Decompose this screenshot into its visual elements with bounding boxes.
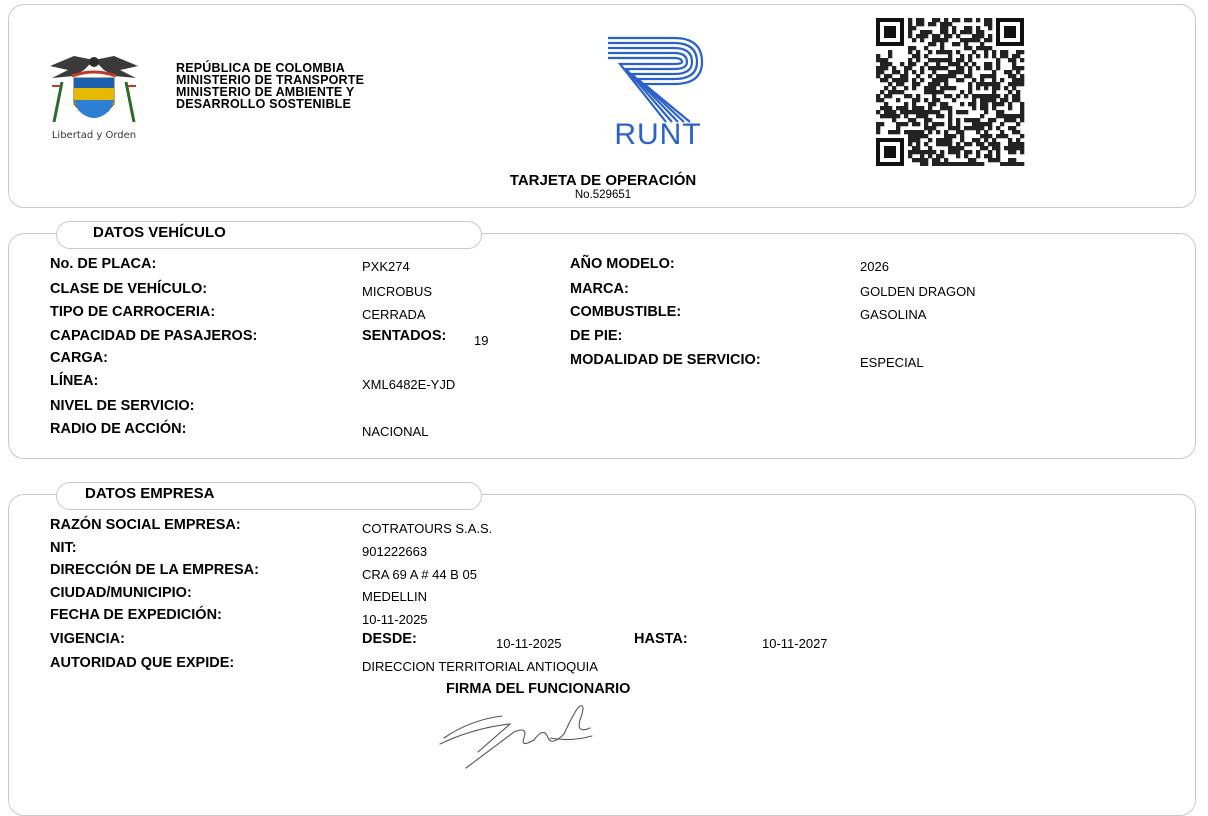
signature-icon — [430, 698, 610, 778]
marca-value: GOLDEN DRAGON — [860, 284, 976, 299]
ciudad-value: MEDELLIN — [362, 589, 428, 604]
carga-label: CARGA: — [50, 350, 108, 366]
clase-value: MICROBUS — [362, 284, 433, 299]
runt-r-icon — [592, 30, 722, 125]
combustible-label: COMBUSTIBLE: — [570, 304, 682, 320]
radio-value: NACIONAL — [362, 424, 429, 439]
ciudad-label: CIUDAD/MUNICIPIO: — [50, 585, 192, 601]
company-section-tab — [56, 482, 482, 510]
linea-value: XML6482E-YJD — [362, 377, 456, 392]
razon-value: COTRATOURS S.A.S. — [362, 521, 493, 536]
capacidad-label: CAPACIDAD DE PASAJEROS: — [50, 328, 258, 344]
qr-code — [876, 18, 1026, 166]
hasta-label: HASTA: — [634, 631, 688, 647]
modelo-label: AÑO MODELO: — [570, 256, 675, 272]
desde-value: 10-11-2025 — [496, 636, 562, 651]
sentados-value: 19 — [474, 333, 489, 348]
vigencia-label: VIGENCIA: — [50, 631, 125, 647]
razon-label: RAZÓN SOCIAL EMPRESA: — [50, 517, 241, 533]
desde-label: DESDE: — [362, 631, 417, 647]
seal-motto: Libertad y Orden — [51, 130, 137, 141]
company-section-title: DATOS EMPRESA — [85, 485, 215, 502]
modelo-value: 2026 — [860, 259, 889, 274]
clase-label: CLASE DE VEHÍCULO: — [50, 281, 208, 297]
republic-name: REPÚBLICA DE COLOMBIA — [176, 61, 346, 75]
firma-label: FIRMA DEL FUNCIONARIO — [446, 681, 631, 697]
runt-logo-text: RUNT — [614, 118, 702, 151]
ministry-transport: MINISTERIO DE TRANSPORTE — [176, 73, 365, 87]
pie-label: DE PIE: — [570, 328, 623, 344]
placa-value: PXK274 — [362, 259, 410, 274]
nivel-label: NIVEL DE SERVICIO: — [50, 398, 195, 414]
nit-value: 901222663 — [362, 544, 428, 559]
autoridad-value: DIRECCION TERRITORIAL ANTIOQUIA — [362, 659, 598, 674]
hasta-value: 10-11-2027 — [762, 636, 828, 651]
placa-label: No. DE PLACA: — [50, 256, 157, 272]
modalidad-value: ESPECIAL — [860, 355, 924, 370]
ministry-environment-1: MINISTERIO DE AMBIENTE Y — [176, 85, 355, 99]
fecha-label: FECHA DE EXPEDICIÓN: — [50, 607, 222, 623]
vehicle-section-tab — [56, 221, 482, 249]
direccion-value: CRA 69 A # 44 B 05 — [362, 567, 477, 582]
qr-code-icon — [876, 18, 1026, 166]
runt-logo — [592, 30, 722, 150]
modalidad-label: MODALIDAD DE SERVICIO: — [570, 352, 761, 368]
ministry-environment-2: DESARROLLO SOSTENIBLE — [176, 97, 352, 111]
carroceria-value: CERRADA — [362, 307, 426, 322]
fecha-value: 10-11-2025 — [362, 612, 428, 627]
nit-label: NIT: — [50, 540, 77, 556]
carroceria-label: TIPO DE CARROCERIA: — [50, 304, 216, 320]
linea-label: LÍNEA: — [50, 373, 99, 389]
radio-label: RADIO DE ACCIÓN: — [50, 421, 187, 437]
vehicle-section-title: DATOS VEHÍCULO — [93, 224, 226, 241]
combustible-value: GASOLINA — [860, 307, 927, 322]
sentados-label: SENTADOS: — [362, 328, 447, 344]
document-number: No.529651 — [574, 189, 632, 201]
marca-label: MARCA: — [570, 281, 629, 297]
document-title: TARJETA DE OPERACIÓN — [509, 172, 697, 189]
autoridad-label: AUTORIDAD QUE EXPIDE: — [50, 655, 235, 671]
direccion-label: DIRECCIÓN DE LA EMPRESA: — [50, 562, 259, 578]
coat-of-arms-seal — [44, 52, 144, 147]
official-signature — [430, 698, 610, 778]
